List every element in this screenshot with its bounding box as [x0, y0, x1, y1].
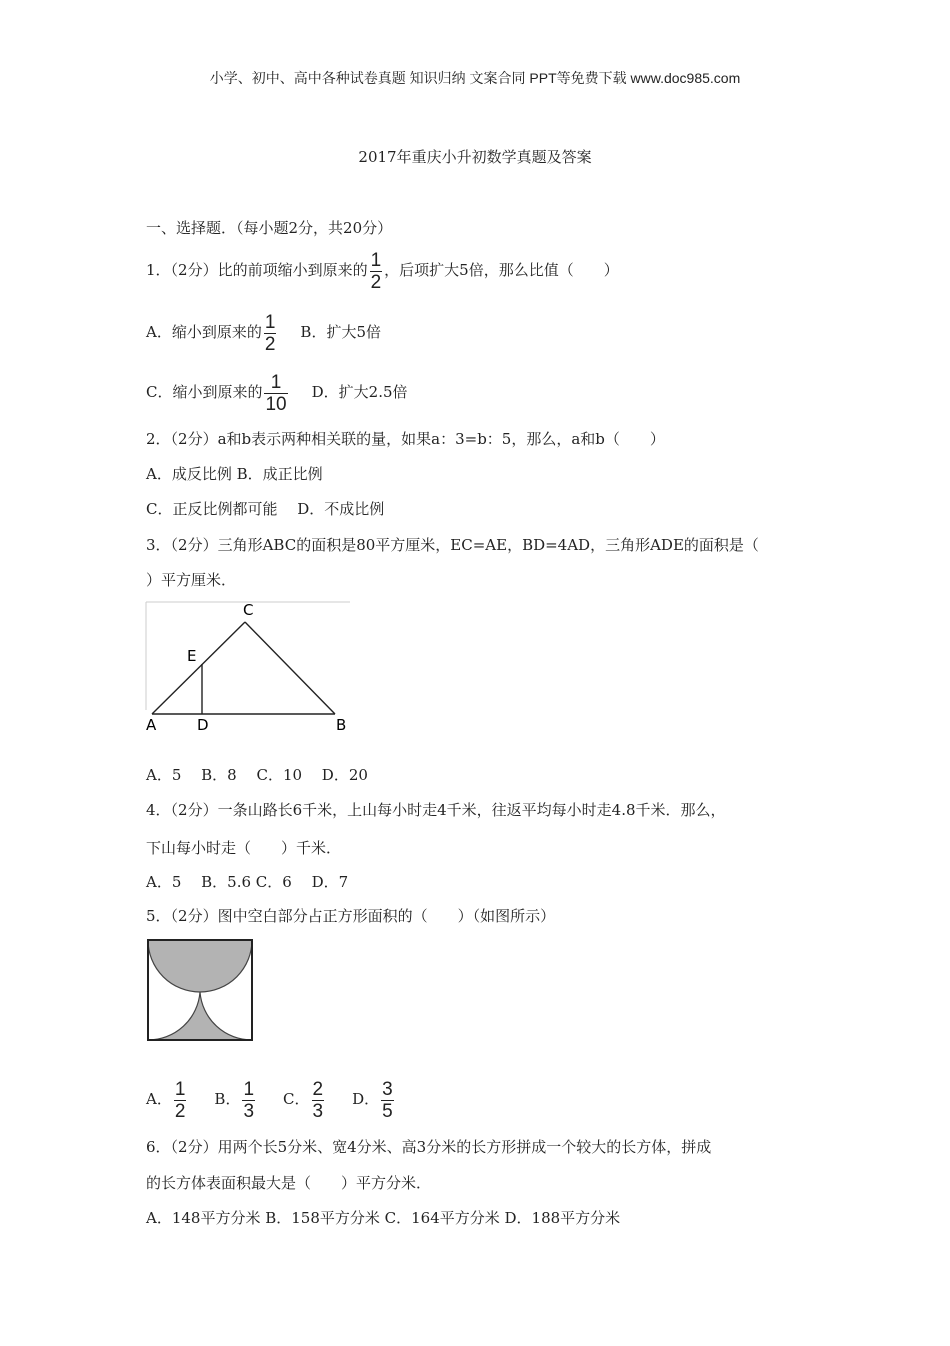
- q5-option-b: B． $\frac{1}{3}$: [214, 1078, 255, 1122]
- question-1-options-ab: [146, 310, 381, 354]
- label-d: D: [197, 716, 209, 734]
- fraction: $\frac{1}{3}$: [243, 1078, 255, 1122]
- fraction: $\frac{1}{2}$: [370, 249, 382, 293]
- question-2-options-ab: A．成反比例 B．成正比例: [146, 465, 323, 483]
- fraction: $\frac{1}{10}$: [265, 371, 287, 415]
- fraction: $\frac{2}{3}$: [312, 1078, 324, 1122]
- question-1-stem: [146, 248, 619, 292]
- question-1-options-cd: [146, 370, 408, 414]
- question-6-stem-line1: 6．（2分）用两个长5分米、宽4分米、高3分米的长方形拼成一个较大的长方体，拼成: [146, 1138, 712, 1156]
- upper-semicircle-shaded: [148, 940, 252, 992]
- question-3-stem-line1: 3．（2分）三角形ABC的面积是80平方厘米，EC=AE，BD=4AD，三角形ADE的面积是（: [146, 536, 759, 554]
- q1-option-c: C．缩小到原来的 $\frac{1}{10}$: [146, 371, 287, 415]
- question-4-stem-line1: 4．（2分）一条山路长6千米，上山每小时走4千米，往返平均每小时走4.8千米．那么，: [146, 801, 726, 819]
- side-cb: [245, 622, 335, 714]
- fraction: $\frac{3}{5}$: [382, 1078, 393, 1122]
- q5-option-c: C． $\frac{2}{3}$: [283, 1078, 324, 1122]
- q1-option-d: D．扩大2.5倍: [311, 383, 408, 401]
- question-2-stem: 2．（2分）a和b表示两种相关联的量，如果a：3=b：5，那么，a和b（ ）: [146, 430, 665, 448]
- question-6-options: A．148平方分米 B．158平方分米 C．164平方分米 D．188平方分米: [146, 1209, 621, 1227]
- fraction: $\frac{1}{2}$: [174, 1078, 186, 1122]
- q1-stem-pre: 1．（2分）比的前项缩小到原来的: [146, 261, 368, 279]
- document-title: 2017年重庆小升初数学真题及答案: [358, 148, 592, 166]
- q5-option-d: D． $\frac{3}{5}$: [352, 1078, 393, 1122]
- section-heading: 一、选择题．（每小题2分，共20分）: [146, 219, 393, 237]
- question-3-stem-line2: ）平方厘米．: [146, 571, 237, 589]
- label-c: C: [243, 601, 254, 619]
- label-b: B: [336, 716, 347, 734]
- q1-option-b: B．扩大5倍: [300, 323, 381, 341]
- page-header: 小学、初中、高中各种试卷真题 知识归纳 文案合同 PPT等免费下载 www.doc985.com: [209, 70, 741, 86]
- question-4-stem-line2: 下山每小时走（ ）千米．: [146, 839, 342, 857]
- question-5-stem: 5．（2分）图中空白部分占正方形面积的（ ）（如图所示）: [146, 907, 556, 925]
- question-5-options: [146, 1077, 396, 1121]
- question-4-options: A．5 B．5.6 C．6 D．7: [146, 873, 349, 891]
- side-ac: [152, 622, 245, 714]
- question-3-options: A．5 B．8 C．10 D．20: [146, 766, 368, 784]
- square-figure: [146, 938, 254, 1042]
- question-6-stem-line2: 的长方体表面积最大是（ ）平方分米．: [146, 1174, 432, 1192]
- triangle-figure: [140, 598, 355, 738]
- label-a: A: [146, 716, 157, 734]
- q5-option-a: A． $\frac{1}{2}$: [146, 1078, 186, 1122]
- question-2-options-cd: C．正反比例都可能 D．不成比例: [146, 500, 385, 518]
- fraction: $\frac{1}{2}$: [264, 311, 276, 355]
- q1-option-a: A．缩小到原来的 $\frac{1}{2}$: [146, 311, 276, 355]
- lower-cusp-shaded: [148, 992, 252, 1040]
- label-e: E: [187, 647, 197, 665]
- q1-stem-post: ，后项扩大5倍，那么比值（ ）: [384, 261, 619, 279]
